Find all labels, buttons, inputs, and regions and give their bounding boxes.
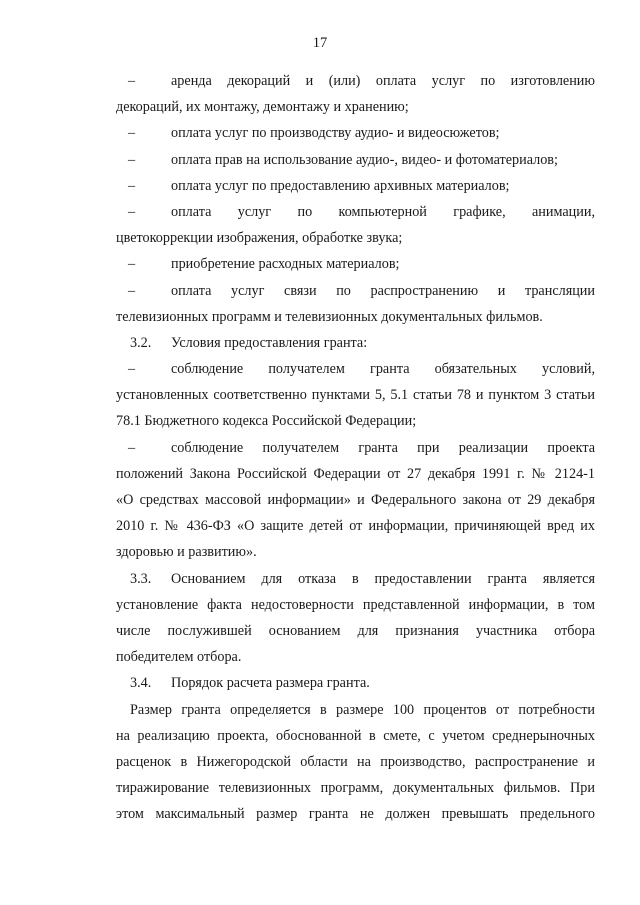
text-line: соблюдение получателем гранта при реализации проекта bbox=[171, 439, 595, 456]
text-line: оплата услуг по компьютерной графике, анимации, bbox=[171, 203, 595, 220]
text-line: Условия предоставления гранта: bbox=[171, 334, 368, 351]
text-line: Порядок расчета размера гранта. bbox=[171, 675, 370, 692]
dash-marker: – bbox=[128, 177, 136, 194]
dash-marker: – bbox=[128, 151, 136, 168]
dash-marker: – bbox=[128, 203, 136, 220]
section-number: 3.3. bbox=[130, 570, 152, 587]
text-line: оплата услуг по предоставлению архивных материалов; bbox=[171, 177, 510, 194]
body-paragraph bbox=[116, 697, 595, 828]
dash-marker: – bbox=[128, 439, 136, 456]
text-line: 2010 г. № 436-ФЗ «О защите детей от информации, причиняющей вред их bbox=[116, 518, 595, 535]
text-line: установленных соответственно пунктами 5, 5.1 статьи 78 и пунктом 3 статьи bbox=[116, 387, 595, 404]
list-item bbox=[116, 251, 595, 277]
text-line: расценок в Нижегородской области на производство, распространение и bbox=[116, 753, 595, 770]
dash-marker: – bbox=[128, 282, 136, 299]
section-number: 3.2. bbox=[130, 334, 152, 351]
dash-marker: – bbox=[128, 125, 136, 142]
text-line: установление факта недостоверности представленной информации, в том bbox=[116, 596, 595, 613]
list-item bbox=[116, 356, 595, 435]
text-line: оплата услуг связи по распространению и трансляции bbox=[171, 282, 595, 299]
text-line: «О средствах массовой информации» и Федерального закона от 29 декабря bbox=[116, 492, 595, 508]
list-item bbox=[116, 120, 595, 146]
text-line: здоровью и развитию». bbox=[116, 544, 257, 561]
text-line: оплата услуг по производству аудио- и видеосюжетов; bbox=[171, 125, 500, 142]
text-line: этом максимальный размер гранта не должен превышать предельного bbox=[116, 806, 595, 823]
section-heading bbox=[116, 330, 595, 356]
section-paragraph bbox=[116, 566, 595, 671]
text-line: победителем отбора. bbox=[116, 649, 242, 666]
section-heading bbox=[116, 670, 595, 696]
dash-marker: – bbox=[128, 73, 136, 89]
text-line: цветокоррекции изображения, обработке звука; bbox=[116, 230, 403, 247]
list-item bbox=[116, 68, 595, 120]
text-line: аренда декораций и (или) оплата услуг по изготовлению bbox=[171, 73, 595, 89]
page-number: 17 bbox=[312, 35, 328, 51]
document-body bbox=[116, 68, 595, 827]
text-line: Размер гранта определяется в размере 100 процентов от потребности bbox=[130, 701, 595, 718]
text-line: числе послужившей основанием для признания участника отбора bbox=[116, 622, 595, 639]
text-line: на реализацию проекта, обоснованной в смете, с учетом среднерыночных bbox=[116, 727, 595, 744]
section-number: 3.4. bbox=[130, 675, 152, 692]
text-line: телевизионных программ и телевизионных документальных фильмов. bbox=[116, 308, 543, 325]
list-item bbox=[116, 147, 595, 173]
list-item bbox=[116, 199, 595, 251]
text-line: тиражирование телевизионных программ, документальных фильмов. При bbox=[116, 780, 595, 797]
text-line: Основанием для отказа в предоставлении гранта является bbox=[171, 570, 595, 587]
list-item bbox=[116, 435, 595, 566]
list-item bbox=[116, 278, 595, 330]
dash-marker: – bbox=[128, 361, 136, 378]
text-line: соблюдение получателем гранта обязательных условий, bbox=[171, 361, 595, 378]
list-item bbox=[116, 173, 595, 199]
text-line: положений Закона Российской Федерации от 27 декабря 1991 г. № 2124-1 bbox=[116, 465, 595, 482]
text-line: 78.1 Бюджетного кодекса Российской Федерации; bbox=[116, 413, 417, 430]
text-line: приобретение расходных материалов; bbox=[171, 256, 400, 273]
text-line: оплата прав на использование аудио-, видео- и фотоматериалов; bbox=[171, 151, 558, 168]
text-line: декораций, их монтажу, демонтажу и хранению; bbox=[116, 99, 409, 116]
dash-marker: – bbox=[128, 256, 136, 273]
